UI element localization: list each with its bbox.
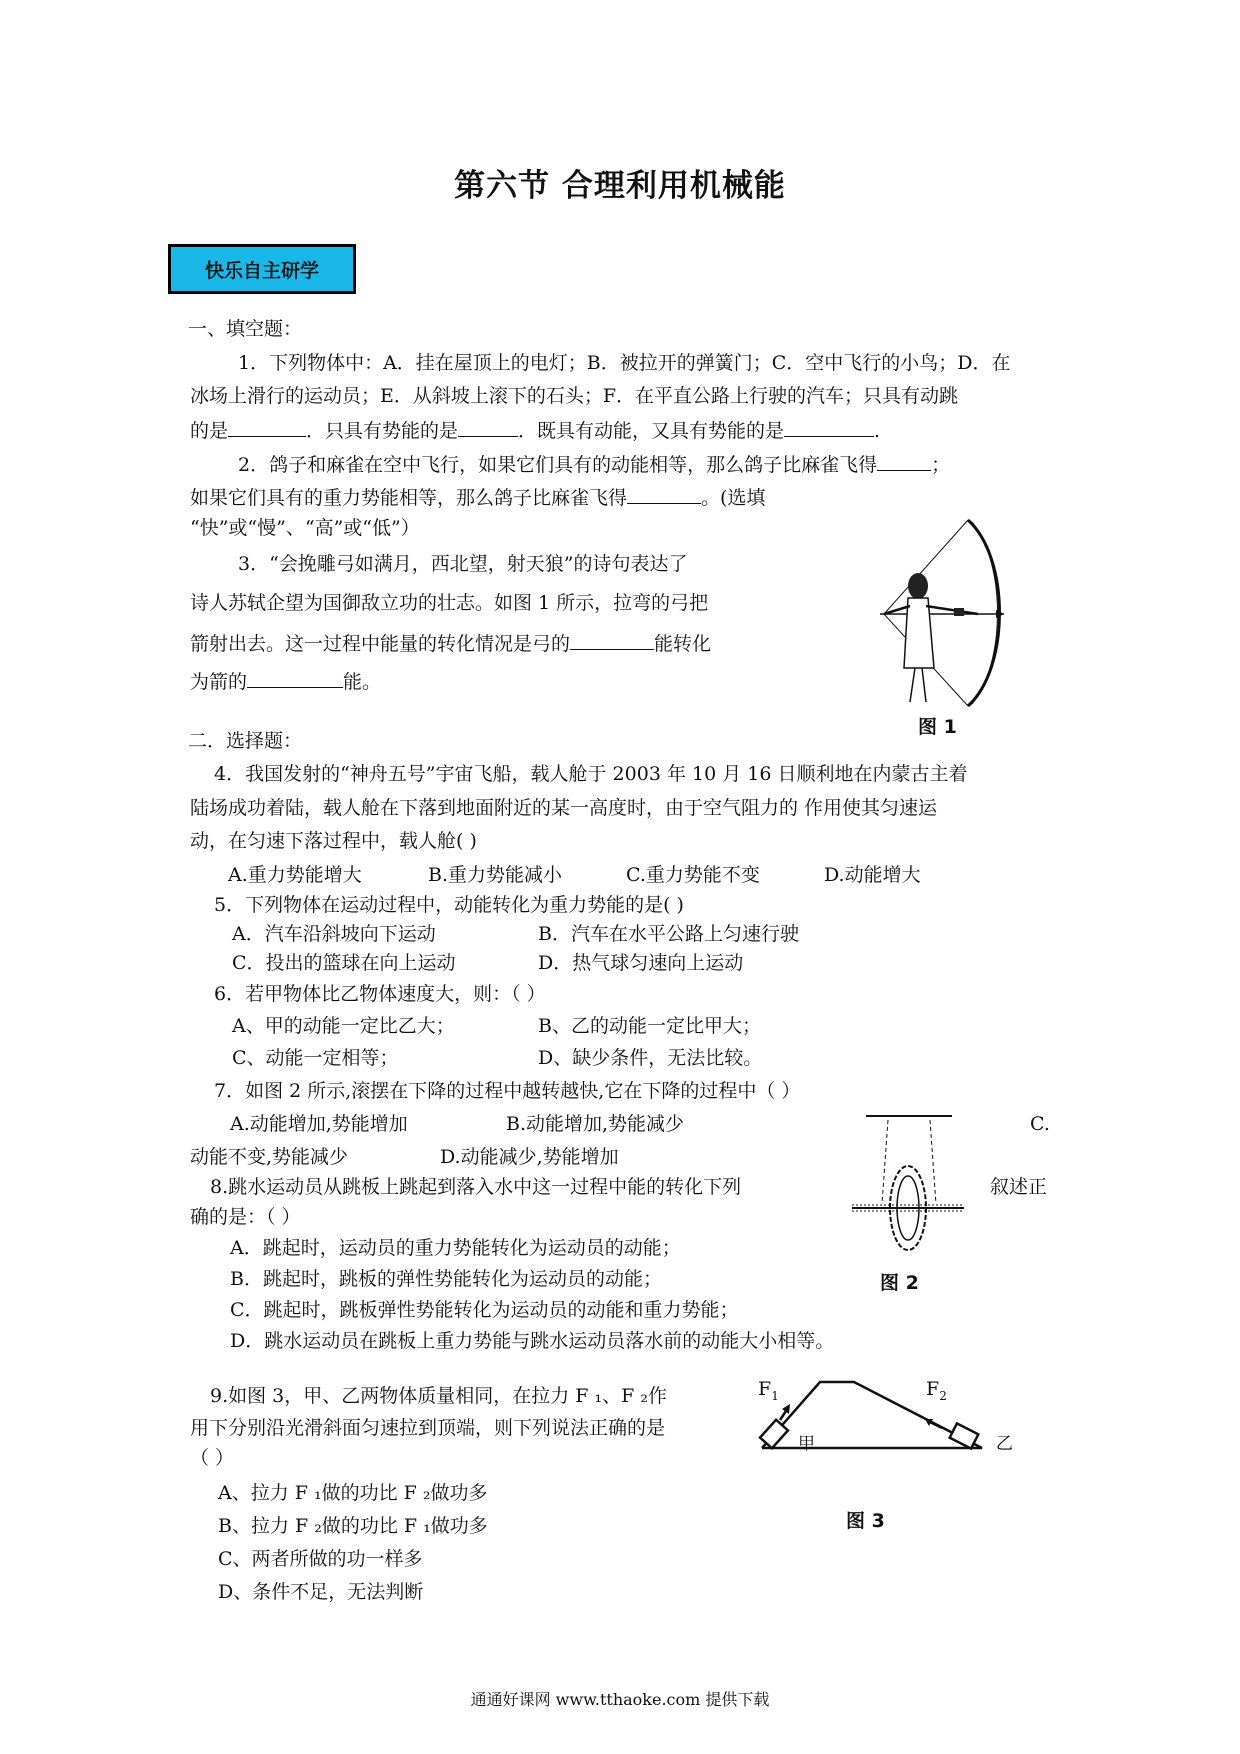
q5-stem: 5．下列物体在运动过程中，动能转化为重力势能的是( ) xyxy=(214,894,684,916)
q7-option-b: B.动能增加,势能减少 xyxy=(506,1113,685,1135)
page-title: 第六节 合理利用机械能 xyxy=(454,168,786,204)
q9-option-a: A、拉力 F ₁做的功比 F ₂做功多 xyxy=(218,1482,488,1504)
figure-1-caption: 图 1 xyxy=(918,716,957,738)
q2-line2 xyxy=(190,484,765,510)
q8-option-b: B．跳起时，跳板的弹性势能转化为运动员的动能； xyxy=(230,1268,662,1290)
q9-option-c: C、两者所做的功一样多 xyxy=(218,1548,423,1570)
q3-line3 xyxy=(190,630,711,656)
q1-text-c: ．既具有动能，又具有势能的是 xyxy=(518,420,785,442)
force-f1-label xyxy=(758,1378,779,1403)
answer-blank xyxy=(784,417,874,437)
q4-option-a: A.重力势能增大 xyxy=(228,864,362,886)
q5-option-a: A．汽车沿斜坡向下运动 xyxy=(232,923,436,945)
q9-line2: 用下分别沿光滑斜面匀速拉到顶端，则下列说法正确的是 xyxy=(190,1417,666,1439)
answer-blank xyxy=(247,668,343,688)
answer-blank xyxy=(877,451,931,471)
q3-text-c: 为箭的 xyxy=(190,671,248,693)
figure-3-caption: 图 3 xyxy=(846,1510,885,1532)
q1-line2: 冰场上滑行的运动员；E．从斜坡上滚下的石头；F．在平直公路上行驶的汽车；只具有动跳 xyxy=(190,385,959,407)
q5-option-b: B．汽车在水平公路上匀速行驶 xyxy=(538,923,799,945)
force-f1-letter: F xyxy=(758,1378,772,1400)
q6-option-c: C、动能一定相等； xyxy=(232,1047,399,1069)
section-badge: 快乐自主研学 xyxy=(168,244,356,294)
q1-line3 xyxy=(190,417,880,443)
q2-line1 xyxy=(238,451,950,477)
q4-line3: 动，在匀速下落过程中，载人舱( ) xyxy=(190,830,477,852)
maxwell-wheel-figure xyxy=(848,1108,978,1258)
q8-line1a: 8.跳水运动员从跳板上跳起到落入水中这一过程中能的转化下列 xyxy=(210,1176,742,1198)
q6-option-d: D、缺少条件，无法比较。 xyxy=(538,1047,763,1069)
q7-option-a: A.动能增加,势能增加 xyxy=(230,1113,408,1135)
answer-blank xyxy=(627,484,701,504)
force-f2-subscript: 2 xyxy=(939,1388,947,1403)
q5-option-d: D．热气球匀速向上运动 xyxy=(538,952,744,974)
q7-option-c-label: C. xyxy=(1030,1113,1050,1135)
object-jia-label: 甲 xyxy=(798,1434,815,1454)
force-f2-letter: F xyxy=(926,1378,940,1400)
q3-line4 xyxy=(190,668,381,694)
q4-line1: 4．我国发射的“神舟五号”宇宙飞船，载人舱于 2003 年 10 月 16 日顺利地在内蒙古主着 xyxy=(214,763,968,785)
q8-option-d: D．跳水运动员在跳板上重力势能与跳水运动员落水前的动能大小相等。 xyxy=(230,1330,835,1352)
section2-heading: 二．选择题： xyxy=(188,730,303,752)
q8-line2: 确的是：（ ） xyxy=(190,1206,301,1228)
object-yi-label: 乙 xyxy=(996,1434,1013,1454)
q2-text-b: ； xyxy=(931,454,951,476)
q4-option-d: D.动能增大 xyxy=(824,864,921,886)
q9-option-b: B、拉力 F ₂做的功比 F ₁做功多 xyxy=(218,1515,488,1537)
q5-option-c: C．投出的篮球在向上运动 xyxy=(232,952,456,974)
page-footer: 通通好课网 www.tthaoke.com 提供下载 xyxy=(470,1690,770,1709)
q7-option-d: D.动能减少,势能增加 xyxy=(440,1146,619,1168)
q3-text-b: 能转化 xyxy=(654,633,712,655)
q3-text-d: 能。 xyxy=(343,671,382,693)
answer-blank xyxy=(458,417,518,437)
q4-line2: 陆场成功着陆，载人舱在下落到地面附近的某一高度时，由于空气阻力的 作用使其匀速运 xyxy=(190,797,938,819)
q2-text-a: 2．鸽子和麻雀在空中飞行，如果它们具有的动能相等，那么鸽子比麻雀飞得 xyxy=(238,454,878,476)
q2-text-d: 。(选填 xyxy=(701,487,766,509)
q1-text-b: ．只具有势能的是 xyxy=(306,420,459,442)
section1-heading: 一、填空题： xyxy=(188,318,303,340)
q1-line1: 1．下列物体中：A．挂在屋顶上的电灯；B．被拉开的弹簧门；C．空中飞行的小鸟；D．在 xyxy=(238,352,1011,374)
q3-line2: 诗人苏轼企望为国御敌立功的壮志。如图 1 所示，拉弯的弓把 xyxy=(190,592,709,614)
q9-line3: （ ） xyxy=(190,1447,235,1469)
force-f1-subscript: 1 xyxy=(771,1388,779,1403)
q6-option-a: A、甲的动能一定比乙大； xyxy=(232,1015,455,1037)
force-f2-label xyxy=(926,1378,947,1403)
q8-option-a: A．跳起时，运动员的重力势能转化为运动员的动能； xyxy=(230,1237,681,1259)
q2-line3: “快”或“慢”、“高”或“低”） xyxy=(190,517,420,539)
q7-stem: 7．如图 2 所示,滚摆在下降的过程中越转越快,它在下降的过程中（ ） xyxy=(214,1080,801,1102)
q9-line1: 9.如图 3，甲、乙两物体质量相同，在拉力 F ₁、F ₂作 xyxy=(210,1385,667,1407)
q9-option-d: D、条件不足，无法判断 xyxy=(218,1581,424,1603)
q8-line1b: 叙述正 xyxy=(990,1176,1048,1198)
archer-figure xyxy=(860,518,1010,708)
q1-text-d: . xyxy=(874,420,881,442)
q8-option-c: C．跳起时，跳板弹性势能转化为运动员的动能和重力势能； xyxy=(230,1299,739,1321)
q6-option-b: B、乙的动能一定比甲大； xyxy=(538,1015,761,1037)
q4-option-b: B.重力势能减小 xyxy=(428,864,563,886)
answer-blank xyxy=(228,417,306,437)
answer-blank xyxy=(570,630,654,650)
q3-line1: 3．“会挽雕弓如满月，西北望，射天狼”的诗句表达了 xyxy=(238,553,688,575)
q1-text-a: 的是 xyxy=(190,420,229,442)
figure-2-caption: 图 2 xyxy=(880,1272,919,1294)
q6-stem: 6．若甲物体比乙物体速度大，则：（ ） xyxy=(214,983,546,1005)
incline-figure xyxy=(752,1378,1022,1454)
q7-option-c-text: 动能不变,势能减少 xyxy=(190,1146,349,1168)
q4-option-c: C.重力势能不变 xyxy=(626,864,760,886)
q2-text-c: 如果它们具有的重力势能相等，那么鸽子比麻雀飞得 xyxy=(190,487,628,509)
q3-text-a: 箭射出去。这一过程中能量的转化情况是弓的 xyxy=(190,633,571,655)
